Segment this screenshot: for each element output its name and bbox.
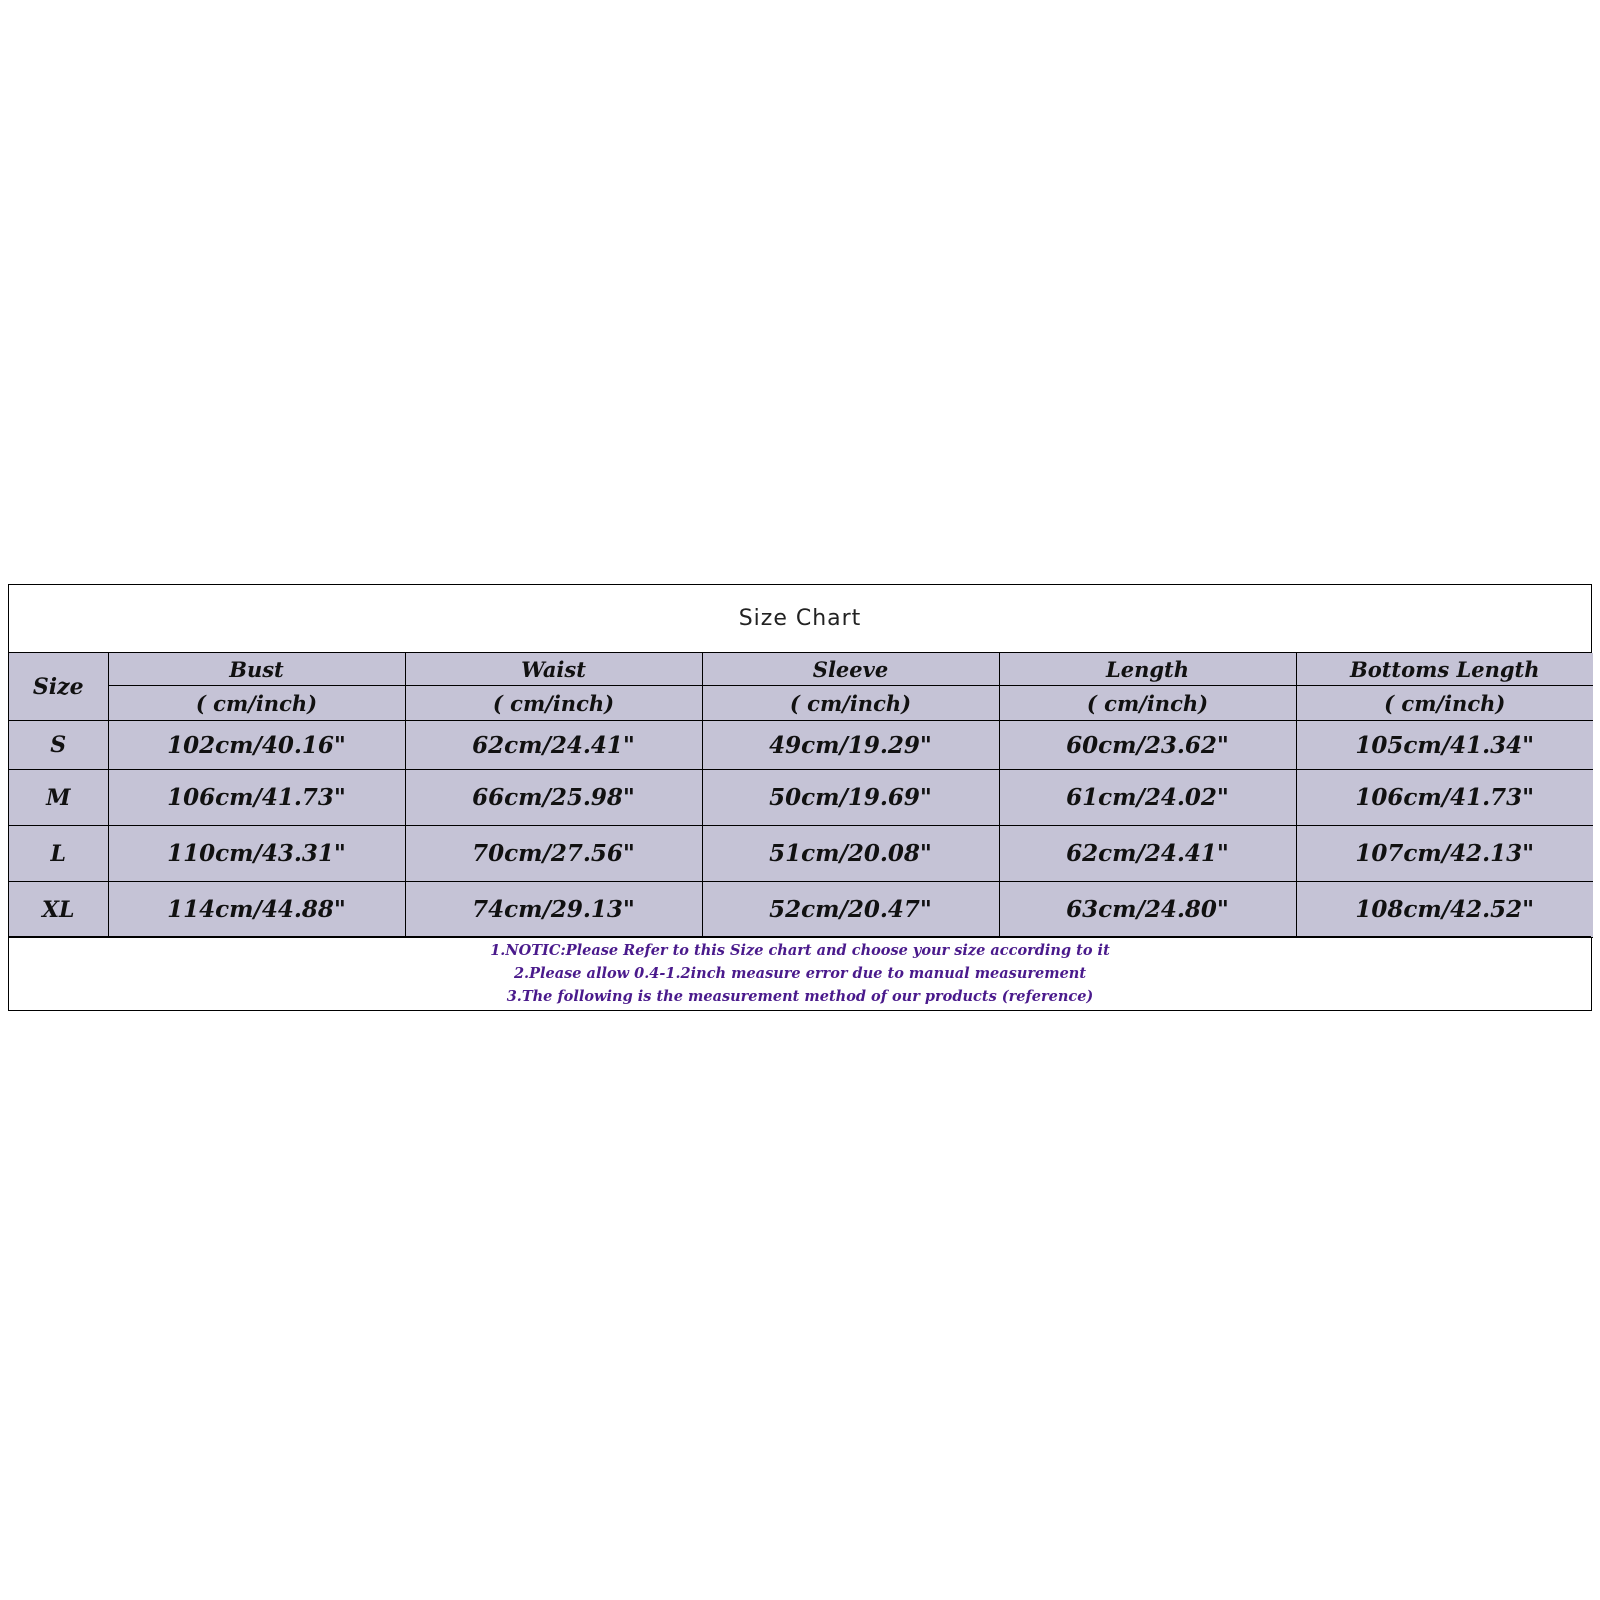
column-unit-bust: ( cm/inch) [108,686,405,721]
size-label: L [9,826,108,882]
size-label: S [9,721,108,770]
length-cell: 61cm/24.02" [999,770,1296,826]
sleeve-cell: 52cm/20.47" [702,882,999,938]
sleeve-cell: 49cm/19.29" [702,721,999,770]
size-table [9,653,1593,938]
notes-section [9,936,1591,1010]
column-unit-length: ( cm/inch) [999,686,1296,721]
column-header-length: Length [999,653,1296,686]
table-row [9,882,1593,938]
bust-cell: 106cm/41.73" [108,770,405,826]
column-header-bottoms-length: Bottoms Length [1296,653,1593,686]
note-line: 2.Please allow 0.4-1.2inch measure error due to manual measurement [513,965,1087,982]
length-cell: 60cm/23.62" [999,721,1296,770]
note-line: 3.The following is the measurement method of our products (reference) [506,988,1094,1005]
size-column-header: Size [9,653,108,721]
waist-cell: 66cm/25.98" [405,770,702,826]
size-chart [8,584,1592,1011]
column-header-waist: Waist [405,653,702,686]
column-header-bust: Bust [108,653,405,686]
bust-cell: 102cm/40.16" [108,721,405,770]
chart-title: Size Chart [9,585,1591,653]
bottoms-length-cell: 107cm/42.13" [1296,826,1593,882]
header-name-row [9,653,1593,686]
column-unit-sleeve: ( cm/inch) [702,686,999,721]
table-row [9,826,1593,882]
sleeve-cell: 51cm/20.08" [702,826,999,882]
column-unit-bottoms-length: ( cm/inch) [1296,686,1593,721]
bottoms-length-cell: 105cm/41.34" [1296,721,1593,770]
waist-cell: 74cm/29.13" [405,882,702,938]
length-cell: 62cm/24.41" [999,826,1296,882]
waist-cell: 62cm/24.41" [405,721,702,770]
bottoms-length-cell: 106cm/41.73" [1296,770,1593,826]
header-unit-row [9,686,1593,721]
length-cell: 63cm/24.80" [999,882,1296,938]
column-header-sleeve: Sleeve [702,653,999,686]
bust-cell: 114cm/44.88" [108,882,405,938]
sleeve-cell: 50cm/19.69" [702,770,999,826]
table-row [9,721,1593,770]
column-unit-waist: ( cm/inch) [405,686,702,721]
size-label: XL [9,882,108,938]
waist-cell: 70cm/27.56" [405,826,702,882]
bust-cell: 110cm/43.31" [108,826,405,882]
bottoms-length-cell: 108cm/42.52" [1296,882,1593,938]
note-line: 1.NOTIC:Please Refer to this Size chart and choose your size according to it [490,942,1110,959]
table-row [9,770,1593,826]
size-label: M [9,770,108,826]
